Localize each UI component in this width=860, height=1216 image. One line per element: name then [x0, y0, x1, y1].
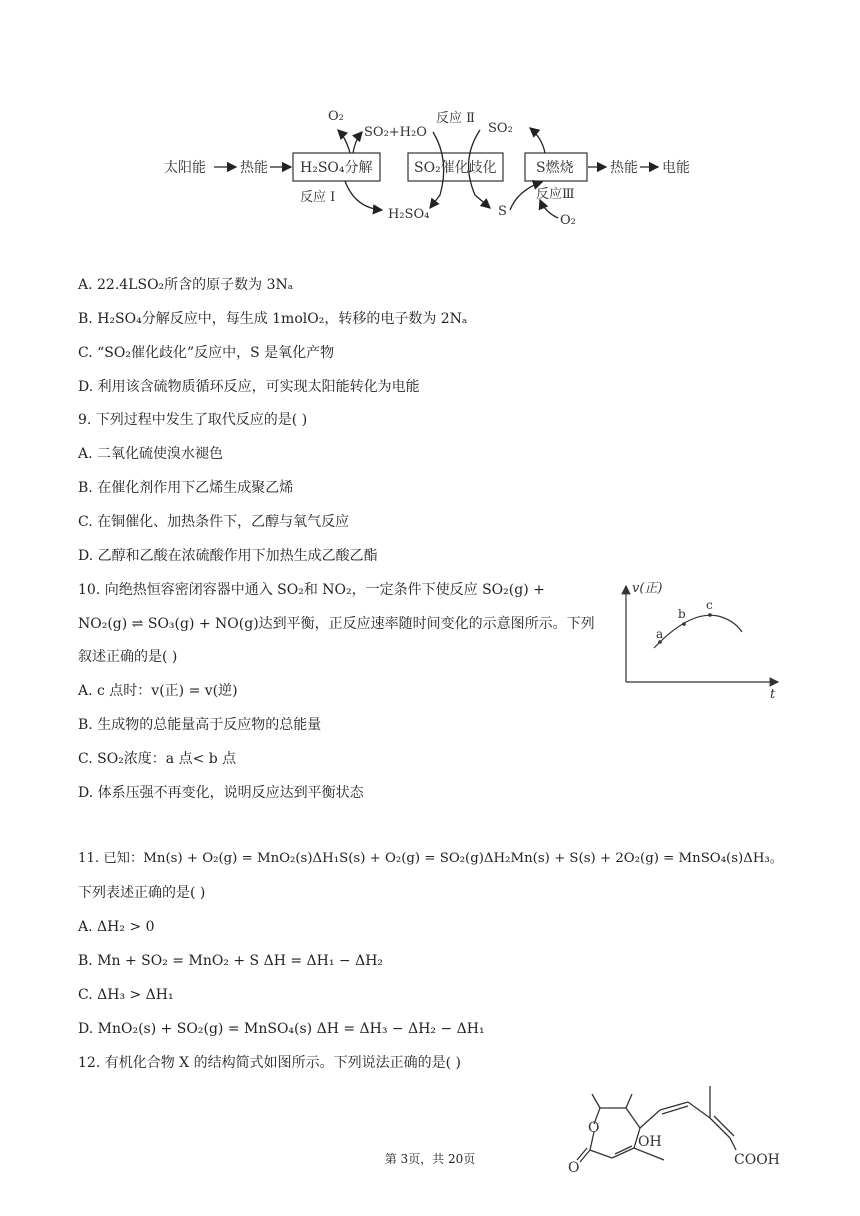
q11-option-b: B. Mn + SO₂ = MnO₂ + S ΔH = ΔH₁ − ΔH₂ — [78, 953, 384, 969]
q8-option-c: C. “SO₂催化歧化”反应中，S 是氧化产物 — [78, 345, 335, 361]
arrow-h2so4-reaction1 — [345, 181, 382, 210]
q10-stem-line-1: 10. 向绝热恒容密闭容器中通入 SO₂和 NO₂，一定条件下使反应 SO₂(g) + — [78, 582, 545, 598]
q8-option-a: A. 22.4LSO₂所含的原子数为 3Nₐ — [78, 277, 294, 293]
point-c-label: c — [706, 598, 713, 612]
q10-rate-graph — [610, 572, 790, 702]
so2-top-label: SO₂ — [488, 121, 513, 136]
so2-h2o-label: SO₂+H₂O — [364, 125, 427, 140]
arrow-so2-up — [530, 128, 545, 153]
point-b-label: b — [678, 607, 686, 621]
carbonyl-oxygen-label: O — [568, 1160, 580, 1176]
o2-bottom-label: O₂ — [560, 213, 576, 228]
solar-energy-label: 太阳能 — [164, 160, 206, 176]
ring-oxygen-label: O — [588, 1120, 600, 1136]
reaction-3-label: 反应Ⅲ — [536, 187, 575, 202]
s-burning-label: S燃烧 — [536, 160, 574, 176]
page-footer: 第 3页，共 20页 — [384, 1152, 476, 1166]
q10-stem-line-3: 叙述正确的是( ) — [78, 649, 178, 665]
q11-option-d: D. MnO₂(s) + SO₂(g) = MnSO₄(s) ΔH = ΔH₃ − ΔH₂ − ΔH₁ — [78, 1021, 485, 1037]
rate-curve — [654, 615, 742, 648]
so2-disproportionation-label: SO₂催化歧化 — [414, 160, 497, 176]
h2so4-decomp-label: H₂SO₄分解 — [300, 160, 373, 176]
heat-energy-label-1: 热能 — [240, 160, 268, 176]
q9-option-d: D. 乙醇和乙酸在浓硫酸作用下加热生成乙酸乙酯 — [78, 548, 378, 564]
heat-energy-label-2: 热能 — [610, 160, 638, 176]
arrow-o2-in — [540, 200, 558, 218]
q10-option-c: C. SO₂浓度：a 点< b 点 — [78, 751, 237, 767]
q8-option-d: D. 利用该含硫物质循环反应，可实现太阳能转化为电能 — [78, 379, 420, 395]
q9-stem: 9. 下列过程中发生了取代反应的是( ) — [78, 412, 308, 428]
q11-stem-line-1: 11. 已知：Mn(s) + O₂(g) = MnO₂(s)ΔH₁S(s) + O₂(g) = SO₂(g)ΔH₂Mn(s) + S(s) + 2O₂(g) = MnSO₄(s)ΔH₃。 — [78, 851, 784, 866]
q12-stem: 12. 有机化合物 X 的结构简式如图所示。下列说法正确的是( ) — [78, 1055, 461, 1071]
arrow-o2-out — [338, 130, 350, 153]
q10-stem-line-2: NO₂(g) ⇌ SO₃(g) + NO(g)达到平衡，正反应速率随时间变化的示意图所示。下列 — [78, 616, 595, 632]
sulfur-cycle-figure — [150, 100, 710, 235]
o2-top-label: O₂ — [328, 109, 344, 124]
q11-option-c: C. ΔH₃ > ΔH₁ — [78, 987, 174, 1003]
h2so4-bottom-label: H₂SO₄ — [388, 207, 430, 222]
point-a-label: a — [656, 627, 664, 641]
q11-option-a: A. ΔH₂ > 0 — [78, 919, 155, 935]
reaction-2-label: 反应 Ⅱ — [436, 111, 475, 126]
s-bottom-label: S — [498, 204, 507, 219]
q10-option-b: B. 生成物的总能量高于反应物的总能量 — [78, 717, 322, 733]
y-axis-label: v(正) — [632, 581, 663, 596]
point-c-dot — [708, 613, 712, 617]
q10-option-d: D. 体系压强不再变化，说明反应达到平衡状态 — [78, 785, 364, 801]
q9-option-b: B. 在催化剂作用下乙烯生成聚乙烯 — [78, 480, 294, 496]
q11-stem-line-2: 下列表述正确的是( ) — [78, 885, 206, 901]
carboxyl-label: COOH — [734, 1152, 780, 1168]
hydroxyl-label: OH — [638, 1134, 662, 1150]
x-axis-label: t — [770, 687, 776, 702]
q8-option-b: B. H₂SO₄分解反应中，每生成 1molO₂，转移的电子数为 2Nₐ — [78, 311, 468, 327]
q9-option-a: A. 二氧化硫使溴水褪色 — [78, 446, 224, 462]
reaction-1-label: 反应 Ⅰ — [300, 190, 336, 205]
q9-option-c: C. 在铜催化、加热条件下，乙醇与氧气反应 — [78, 514, 350, 530]
point-b-dot — [682, 622, 686, 626]
arrow-so2-h2o-out — [353, 132, 362, 153]
electric-energy-label: 电能 — [662, 160, 690, 176]
q10-option-a: A. c 点时：v(正) = v(逆) — [78, 683, 238, 699]
